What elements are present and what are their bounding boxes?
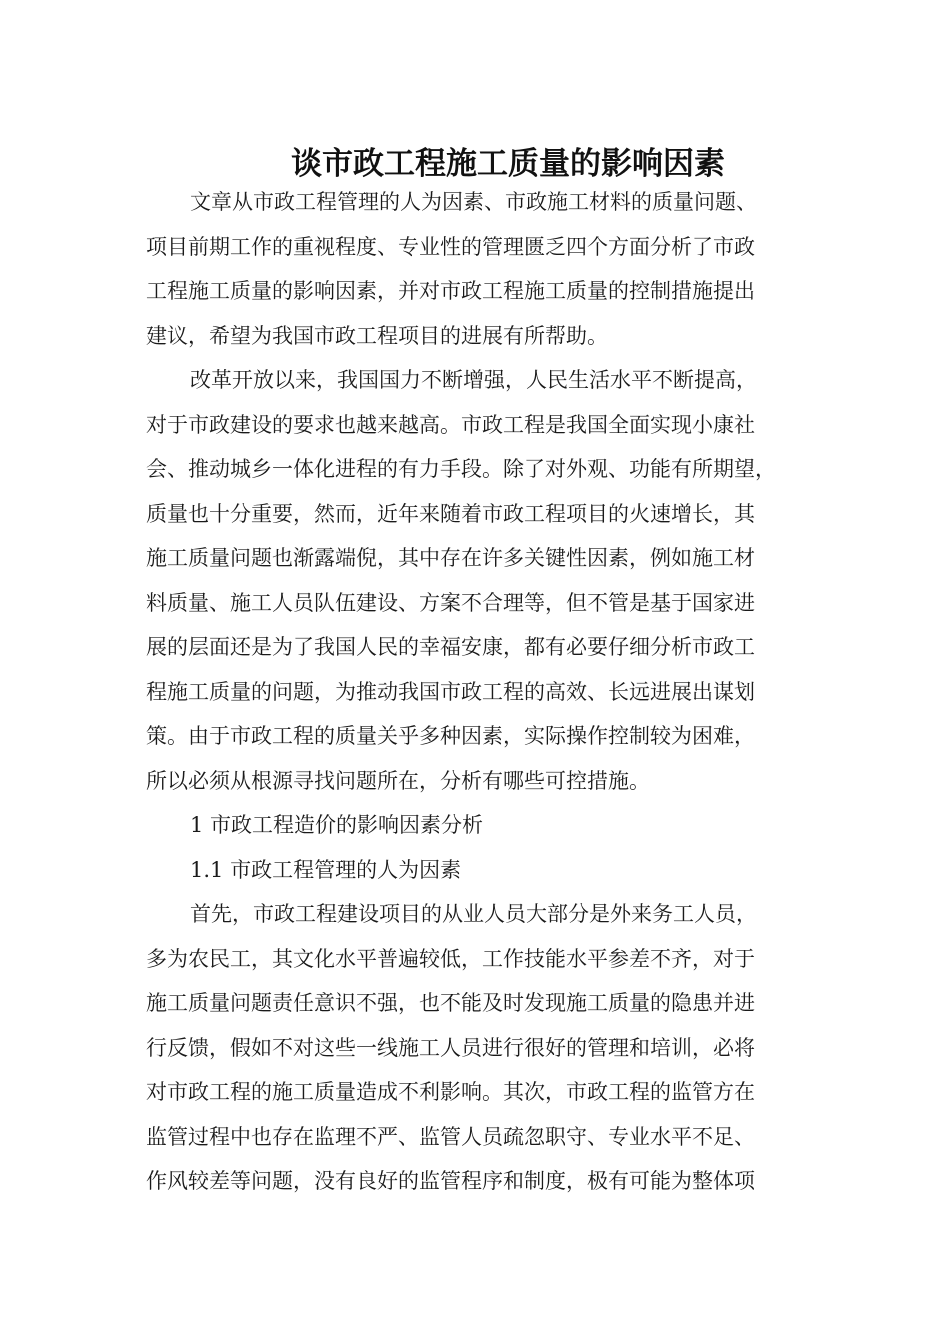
abstract-paragraph: 文章从市政工程管理的人为因素、市政施工材料的质量问题、 项目前期工作的重视程度、专业性的管理匮乏四个方面分析了市政 工程施工质量的影响因素，并对市政工程施工质量的控制措施提出 建议，希望为我国市政工程项目的进展有所帮助。 [146, 190, 757, 348]
section-1-heading: 1 市政工程造价的影响因素分析 [190, 813, 484, 837]
section-1-1-heading: 1.1 市政工程管理的人为因素 [190, 857, 462, 882]
section-1-1-paragraph: 首先，市政工程建设项目的从业人员大部分是外来务工人员， 多为农民工，其文化水平普遍较低，工作技能水平参差不齐，对于 施工质量问题责任意识不强，也不能及时发现施工质量的隐患并进 行反馈，假如不对这些一线施工人员进行很好的管理和培训，必将 对市政工程的施工质量造成不利影响。其次，市政工程的监管方在 监管过程中也存在监理不严、监管人员疏忽职守、专业水平不足、 作风较差等问题，没有良好的监管程序和制度，极有可能为整体项 [146, 902, 757, 1193]
document-title: 谈市政工程施工质量的影响因素 [291, 145, 725, 182]
document-body [146, 180, 826, 1204]
intro-paragraph: 改革开放以来，我国国力不断增强，人民生活水平不断提高， 对于市政建设的要求也越来越高。市政工程是我国全面实现小康社 会、推动城乡一体化进程的有力手段。除了对外观、功能有所期望， 质量也十分重要，然而，近年来随着市政工程项目的火速增长，其 施工质量问题也渐露端倪，其中存在许多关键性因素，例如施工材 料质量、施工人员队伍建设、方案不合理等，但不管是基于国家进 展的层面还是为了我国人民的幸福安康，都有必要仔细分析市政工 程施工质量的问题，为推动我国市政工程的高效、长远进展出谋划 策。由于市政工程的质量关乎多种因素，实际操作控制较为困难， 所以必须从根源寻找问题所在，分析有哪些可控措施。 [146, 368, 776, 793]
